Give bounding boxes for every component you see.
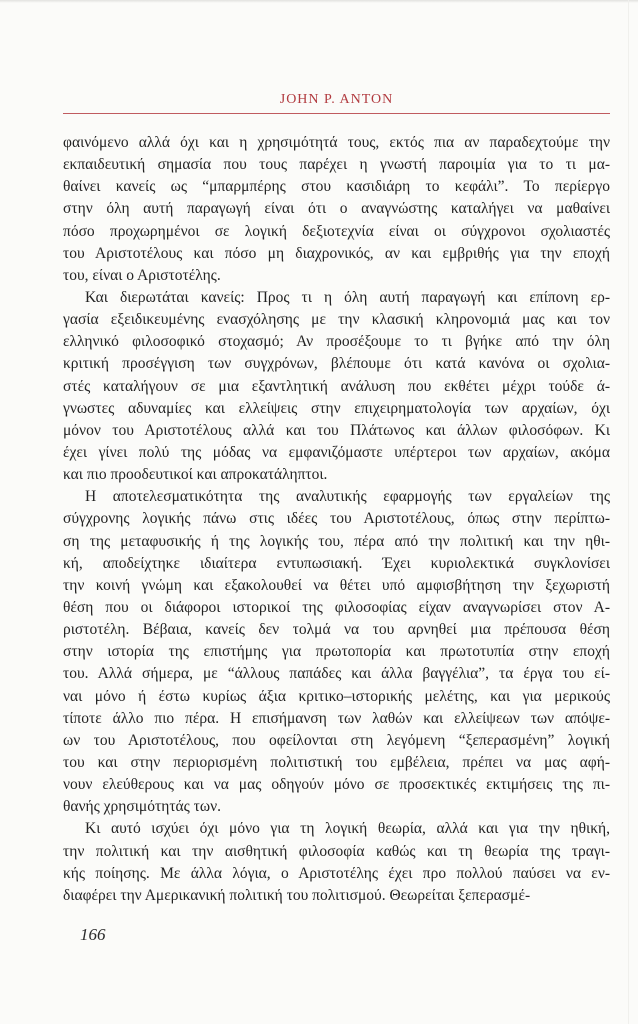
text-line: πόσο προχωρημένοι σε λογική δεξιοτεχνία είναι οι σύγχρονοι σχολιαστές — [63, 222, 610, 240]
text-line: του και στην περιορισμένη πολιτιστική του εμβέλεια, πρέπει να μας αφή- — [63, 753, 610, 771]
text-line: κριτική προσέγγιση των συγχρόνων, βλέπουμε ότι κατά κανόνα οι σχολια- — [63, 355, 610, 373]
text-line: ναι μόνο ή έστω κυρίως άξια κριτικο–ιστορικής μελέτης, και για μερικούς — [63, 687, 610, 705]
text-line: γνωστες αδυναμίες και ελλείψεις στην επιχειρηματολογία των αρχαίων, όχι — [63, 399, 610, 417]
text-line: θανής χρησιμότητάς των. — [63, 798, 221, 816]
paragraph — [63, 132, 610, 287]
text-line: κή, αποδείχτηκε ιδιαίτερα εντυπωσιακή. Έχει κυριολεκτικά συγκλονίσει — [63, 554, 610, 572]
scan-right-edge-artifact — [628, 0, 629, 1024]
page-number: 166 — [80, 925, 106, 944]
text-line: φαινόμενο αλλά όχι και η χρησιμότητά τους, εκτός πια αν παραδεχτούμε την — [63, 134, 610, 151]
text-line: ελληνικό φιλοσοφικό στοχασμό; Αν προσέξουμε το τι βγήκε από την όλη — [63, 333, 610, 351]
text-line: ση της μεταφυσικής ή της λογικής του, πέρα από την πολιτική και την ηθι- — [63, 532, 610, 550]
text-line: τίποτε άλλο πιο πέρα. Η επισήμανση των λαθών και ελλείψεων των απόψε- — [63, 709, 610, 727]
text-line: έχει γίνει πολύ της μόδας να εμφανιζόμαστε υπέρτεροι των αρχαίων, ακόμα — [63, 443, 610, 461]
text-line: εκπαιδευτική σημασία που τους παρέχει η γνωστή παροιμία για το τι μα- — [63, 156, 610, 174]
text-line: ων του Αριστοτέλους, που οφείλονται στη λεγόμενη “ξεπερασμένη” λογική — [63, 731, 610, 749]
text-line: και πιο προοδευτικοί και απροκατάληπτοι. — [63, 466, 328, 484]
text-line: Κι αυτό ισχύει όχι μόνο για τη λογική θεωρία, αλλά και για την ηθική, — [85, 820, 610, 838]
text-line: θέση που οι διάφοροι ιστορικοί της φιλοσοφίας είχαν αναγνωρίσει στον Α- — [63, 598, 610, 616]
text-line: γασία εξειδικευμένης ενασχόλησης με την κλασική κληρονομιά μας και τον — [63, 311, 610, 329]
text-line: στές καταλήγουν σε μια εξαντλητική ανάλυση που εκθέτει μέχρι τούδε ά- — [63, 377, 610, 395]
text-line: Η αποτελεσματικότητα της αναλυτικής εφαρμογής των εργαλείων της — [85, 488, 610, 506]
author-header: JOHN P. ANTON — [279, 92, 394, 107]
header-rule — [63, 113, 610, 114]
body-text — [63, 132, 610, 907]
text-line: του, είναι ο Αριστοτέλης. — [63, 266, 221, 284]
paragraph — [63, 818, 610, 907]
paragraph — [63, 287, 610, 486]
text-line: του Αριστοτέλους και πόσο μη διαχρονικός, αν και εμβριθής για την εποχή — [63, 244, 610, 262]
text-line: μόνον του Αριστοτέλους αλλά και του Πλάτωνος και άλλων φιλοσόφων. Κι — [63, 421, 610, 439]
text-line: θαίνει κανείς ως “μπαρμπέρης στου κασιδιάρη το κεφάλι”. Το περίεργο — [63, 178, 610, 196]
text-line: στην όλη αυτή παραγωγή είναι ότι ο αναγνώστης καταλήγει να μαθαίνει — [63, 200, 610, 218]
text-line: την κοινή γνώμη και εξακολουθεί να θέτει υπό αμφισβήτηση την ξεχωριστή — [63, 576, 610, 594]
text-line: του. Αλλά σήμερα, με “άλλους παπάδες και άλλα βαγγέλια”, τα έργα του εί- — [63, 665, 610, 683]
scan-top-edge-artifact — [0, 0, 638, 3]
text-line: σύγχρονης λογικής πάνω στις ιδέες του Αριστοτέλους, όπως στην περίπτω- — [63, 510, 610, 528]
text-line: διαφέρει την Αμερικανική πολιτική του πολιτισμού. Θεωρείται ξεπερασμέ- — [63, 886, 531, 904]
text-line: ριστοτέλη. Βέβαια, κανείς δεν τολμά να του αρνηθεί μια πρέπουσα θέση — [63, 621, 610, 639]
text-line: νουν ελεύθερους και να μας οδηγούν μόνο σε προσεκτικές εκτιμήσεις της πι- — [63, 776, 610, 794]
text-line: την πολιτική και την αισθητική φιλοσοφία καθώς και τη θεωρία της τραγι- — [63, 842, 610, 860]
paragraph — [63, 486, 610, 818]
text-line: Και διερωτάται κανείς: Προς τι η όλη αυτή παραγωγή και επίπονη ερ- — [85, 288, 610, 306]
text-line: κής ποίησης. Με άλλα λόγια, ο Αριστοτέλης έχει προ πολλού παύσει να εν- — [63, 864, 610, 882]
text-line: στην ιστορία της επιστήμης για πρωτοπορία και πρωτοτυπία στην εποχή — [63, 643, 610, 661]
